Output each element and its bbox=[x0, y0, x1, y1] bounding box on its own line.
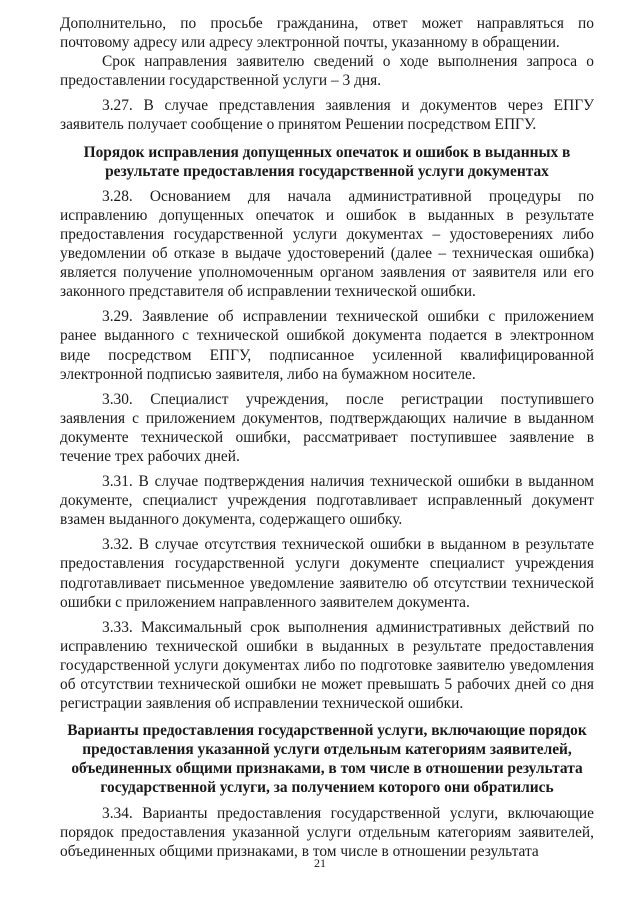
document-body bbox=[60, 14, 594, 861]
paragraph-3-28: 3.28. Основанием для начала административной процедуры по исправлению допущенных опечаток и ошибок в выданных в результате предоставления государственной услуги документах – удостоверениях либо уведомлении об отказе в выдаче удостоверений (далее – техническая ошибка) является получение уполномоченным органом заявления от заявителя или его законного представителя об исправлении технической ошибки. bbox=[60, 187, 594, 301]
paragraph-3-33: 3.33. Максимальный срок выполнения административных действий по исправлению технической ошибки в выданных в результате предоставления государственной услуги документах либо по подготовке заявителю уведомления об отсутствии технической ошибки не может превышать 5 рабочих дней со дня регистрации заявления об исправлении технической ошибки. bbox=[60, 618, 594, 713]
paragraph-3-27: 3.27. В случае представления заявления и документов через ЕПГУ заявитель получает сообщение о принятом Решении посредством ЕПГУ. bbox=[60, 97, 594, 134]
paragraph-3-30: 3.30. Специалист учреждения, после регистрации поступившего заявления с приложением документов, подтверждающих наличие в выданном документе технической ошибки, рассматривает поступившее заявление в течение трех рабочих дней. bbox=[60, 390, 594, 465]
section-heading-variants: Варианты предоставления государственной услуги, включающие порядок предоставления указанной услуги отдельным категориям заявителей, объединенных общими признаками, в том числе в отношении результата государственной услуги, за получением которого они обратились bbox=[67, 722, 587, 797]
paragraph-3-34: 3.34. Варианты предоставления государственной услуги, включающие порядок предоставления указанной услуги отдельным категориям заявителей, объединенных общими признаками, в том числе в отношении результата bbox=[60, 804, 594, 860]
paragraph-3-31: 3.31. В случае подтверждения наличия технической ошибки в выданном документе, специалист учреждения подготавливает исправленный документ взамен выданного документа, содержащего ошибку. bbox=[60, 473, 594, 529]
paragraph-3-29: 3.29. Заявление об исправлении технической ошибки с приложением ранее выданного с технической ошибкой документа подается в электронном виде посредством ЕПГУ, подписанное усиленной квалифицированной электронной подписью заявителя, либо на бумажном носителе. bbox=[60, 308, 594, 383]
paragraph-deadline: Срок направления заявителю сведений о ходе выполнения запроса о предоставлении государственной услуги – 3 дня. bbox=[60, 53, 594, 90]
page-number: 21 bbox=[314, 856, 326, 870]
section-heading-corrections: Порядок исправления допущенных опечаток и ошибок в выданных в результате предоставления государственной услуги документах bbox=[83, 143, 571, 180]
paragraph-3-32: 3.32. В случае отсутствия технической ошибки в выданном в результате предоставления государственной услуги документе специалист учреждения подготавливает письменное уведомление заявителю об отсутствии технической ошибки с приложением направленного заявителем документа. bbox=[60, 536, 594, 611]
paragraph-intro: Дополнительно, по просьбе гражданина, ответ может направляться по почтовому адресу или адресу электронной почты, указанному в обращении. bbox=[60, 15, 594, 52]
